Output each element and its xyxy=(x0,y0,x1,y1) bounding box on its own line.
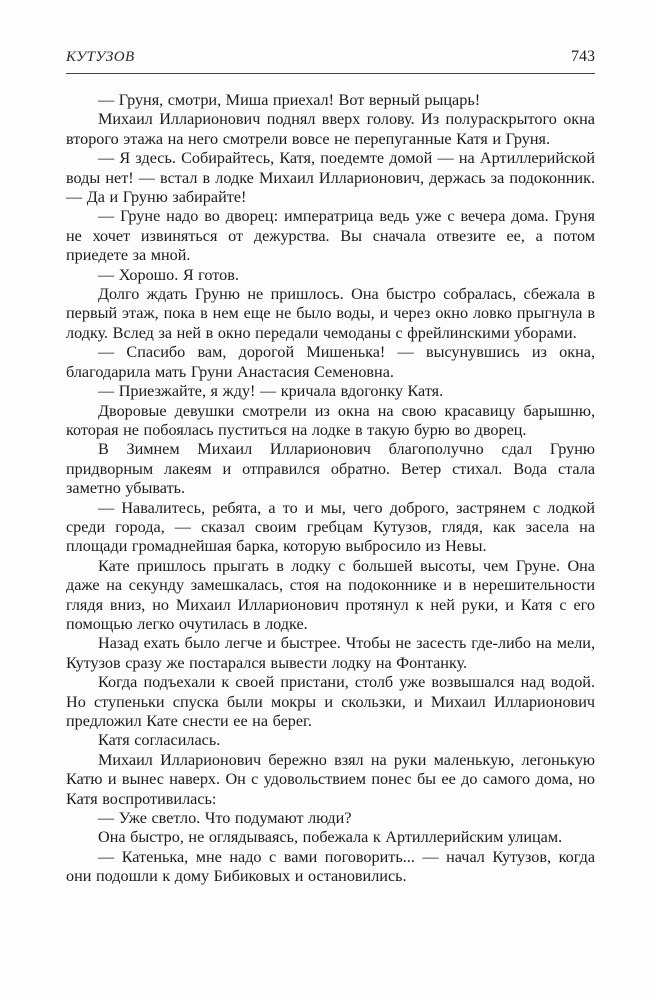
paragraph: — Хорошо. Я готов. xyxy=(98,265,239,284)
paragraph: Долго ждать Груню не пришлось. Она быстро собралась, сбежала в первый этаж, пока в нем еще не было воды, и через окно ловко прыгнула в лодку. Вслед за ней в окно передали чемоданы с фрейлинскими уборами. xyxy=(66,285,595,342)
paragraph: Михаил Илларионович бережно взял на руки маленькую, легонькую Катю и вынес наверх. Он с удовольствием понес бы ее до самого дома, но Катя воспротивилась: xyxy=(66,750,595,808)
paragraph: Катя согласилась. xyxy=(98,731,221,750)
paragraph: — Груня, смотри, Миша приехал! Вот верный рыцарь! xyxy=(98,91,481,109)
paragraph: — Спасибо вам, дорогой Мишенька! — высунувшись из окна, благодарила мать Груни Анастасия Семеновна. xyxy=(66,343,595,381)
paragraph: Когда подъехали к своей пристани, столб уже возвышался над водой. Но ступеньки спуска были мокры и скользки, и Михаил Илларионович предложил Кате снести ее на берег. xyxy=(66,673,595,730)
page-header xyxy=(66,48,595,74)
paragraph: Назад ехать было легче и быстрее. Чтобы не засесть где-либо на мели, Кутузов сразу же постарался вывести лодку на Фонтанку. xyxy=(66,634,595,672)
running-title: КУТУЗОВ xyxy=(66,49,135,65)
page-number: 743 xyxy=(571,48,595,65)
paragraph: — Навалитесь, ребята, а то и мы, чего доброго, застрянем с лодкой среди города, — сказал своим гребцам Кутузов, глядя, как засела на площади громаднейшая барка, которую выбросило из Невы. xyxy=(66,498,595,556)
paragraph: — Груне надо во дворец: императрица ведь уже с вечера дома. Груня не хочет извиняться от дежурства. Вы сначала отвезите ее, а потом приедете за мной. xyxy=(66,207,595,265)
paragraph: — Уже светло. Что подумают люди? xyxy=(98,809,352,828)
paragraph: Она быстро, не оглядываясь, побежала к Артиллерийским улицам. xyxy=(98,828,563,847)
paragraph: Кате пришлось прыгать в лодку с большей высоты, чем Груне. Она даже на секунду замешкалась, стоя на подоконнике и в нерешительности глядя вниз, но Михаил Илларионович протянул к ней руки, и Катя с его помощью легко очутилась в лодке. xyxy=(66,556,595,633)
paragraph: — Приезжайте, я жду! — кричала вдогонку Катя. xyxy=(98,382,444,401)
paragraph: В Зимнем Михаил Илларионович благополучно сдал Груню придворным лакеям и отправился обратно. Ветер стихал. Вода стала заметно убывать. xyxy=(66,440,595,498)
page-body xyxy=(66,91,595,887)
paragraph: — Катенька, мне надо с вами поговорить... — начал Кутузов, когда они подошли к дому Бибиковых и остановились. xyxy=(66,847,595,886)
paragraph: Михаил Илларионович поднял вверх голову. Из полураскрытого окна второго этажа на него смотрели вовсе не перепуганные Катя и Груня. xyxy=(66,110,595,148)
paragraph: Дворовые девушки смотрели из окна на свою красавицу барышню, которая не побоялась пуститься на лодке в такую бурю во дворец. xyxy=(66,401,595,439)
paragraph: — Я здесь. Собирайтесь, Катя, поедемте домой — на Артиллерийской воды нет! — встал в лодке Михаил Илларионович, держась за подоконник. — Да и Груню забирайте! xyxy=(66,149,595,207)
